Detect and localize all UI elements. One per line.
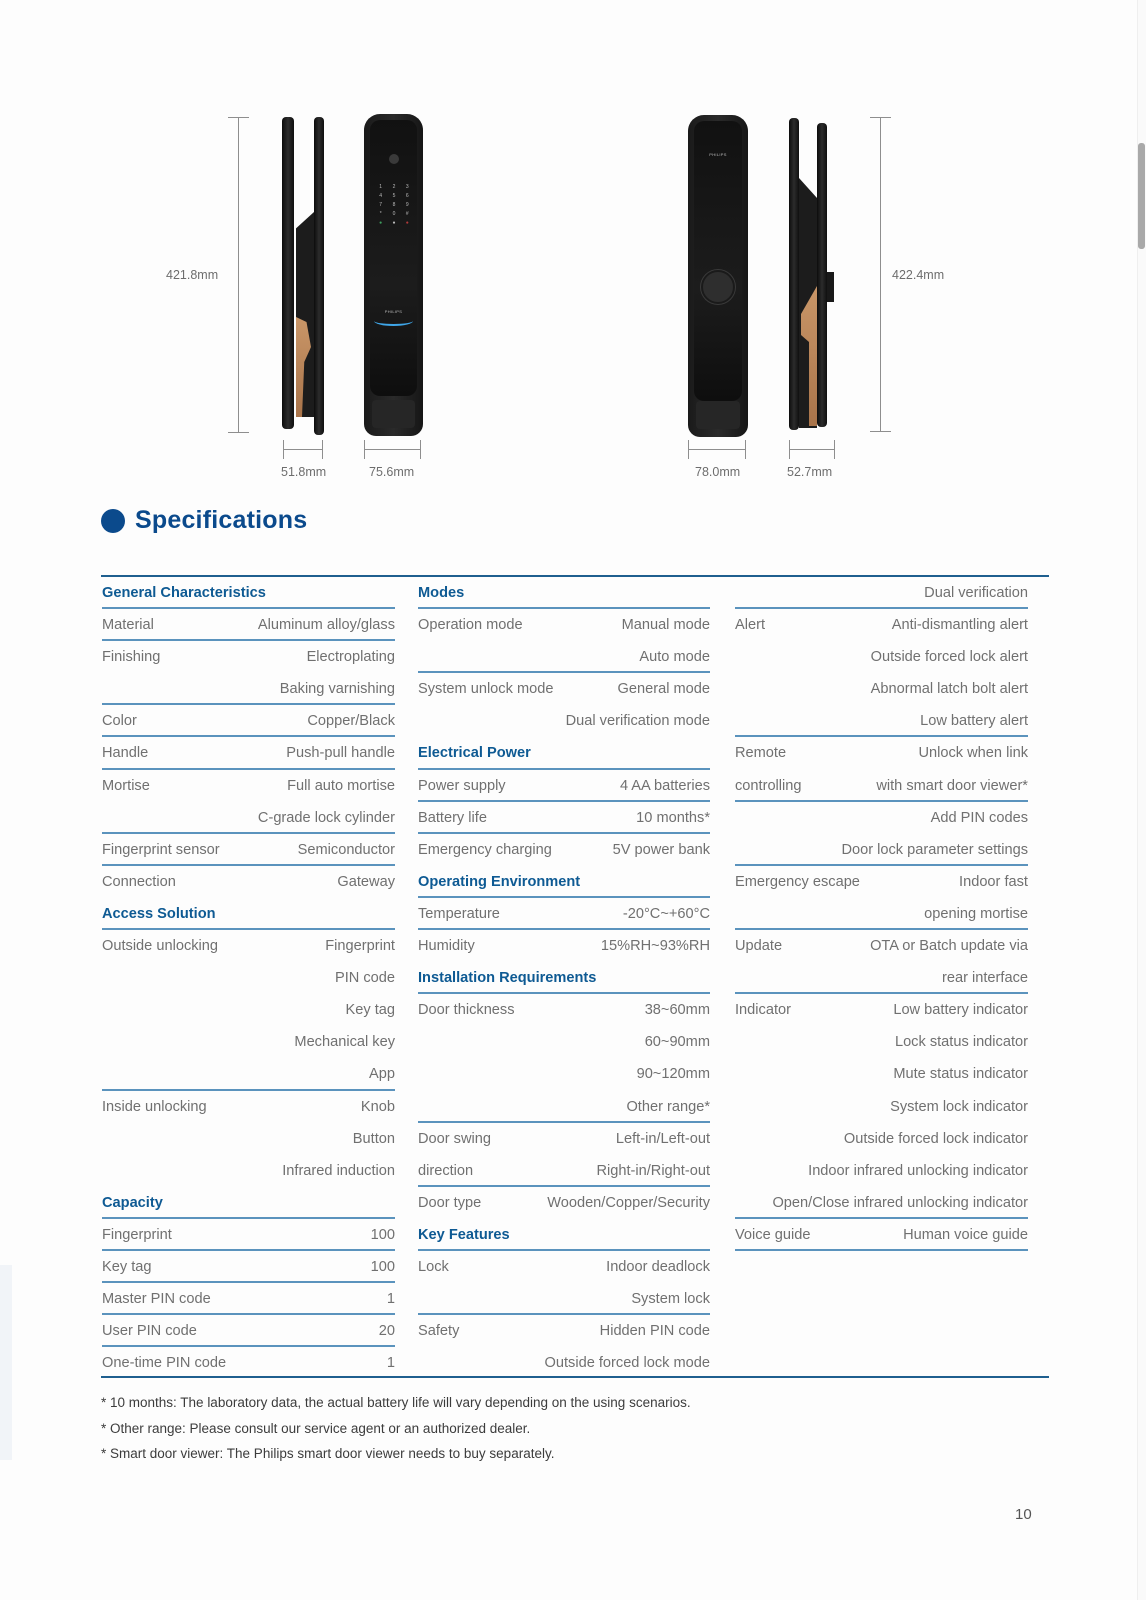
footnote: * Other range: Please consult our service agent or an authorized dealer.	[101, 1420, 531, 1436]
keypad-key: *	[379, 211, 382, 217]
spec-row	[735, 834, 1028, 866]
spec-label: Alert	[735, 617, 766, 634]
keypad-key: ●	[405, 220, 409, 226]
keypad-key: #	[405, 211, 409, 217]
spec-value: Indoor deadlock	[606, 1258, 710, 1275]
spec-label: Lock	[418, 1258, 449, 1275]
spec-value: Manual mode	[621, 617, 710, 634]
spec-value: Lock status indicator	[894, 1034, 1028, 1051]
footnotes	[101, 1390, 691, 1467]
spec-value: 5V power bank	[612, 841, 710, 858]
scrollbar-thumb[interactable]	[1138, 143, 1145, 249]
spec-value: Fingerprint	[325, 938, 395, 955]
spec-value: 90~120mm	[636, 1066, 710, 1083]
spec-value: 100	[370, 1258, 395, 1275]
spec-row	[735, 705, 1028, 737]
spec-label: Outside unlocking	[102, 938, 219, 955]
spec-row	[102, 1251, 395, 1283]
page-edge-shadow	[0, 1265, 12, 1460]
spec-value: 10 months*	[636, 809, 710, 826]
spec-row	[102, 1347, 395, 1379]
spec-value: General mode	[617, 681, 710, 698]
section-header	[418, 866, 710, 898]
spec-column-2	[418, 577, 710, 1379]
keypad	[374, 184, 414, 226]
spec-value: Low battery alert	[920, 713, 1028, 730]
height-dimension-line	[238, 117, 239, 433]
page-number: 10	[1015, 1506, 1032, 1523]
section-title: Access Solution	[102, 905, 216, 922]
spec-label: Finishing	[102, 649, 161, 666]
spec-row	[418, 994, 710, 1026]
spec-value: System lock	[631, 1291, 710, 1308]
brand-logo: PHILIPS	[384, 309, 403, 314]
spec-column-3	[735, 577, 1028, 1251]
spec-label: Inside unlocking	[102, 1098, 207, 1115]
spec-value: 100	[370, 1226, 395, 1243]
spec-label: Emergency escape	[735, 873, 860, 890]
spec-label: Battery life	[418, 809, 487, 826]
spec-value: Human voice guide	[903, 1226, 1028, 1243]
spec-row	[418, 802, 710, 834]
spec-value: Knob	[360, 1098, 395, 1115]
spec-label: Key tag	[102, 1258, 152, 1275]
spec-row	[418, 673, 710, 705]
keypad-key: 7	[379, 202, 383, 208]
spec-value: Auto mode	[639, 649, 710, 666]
section-title: Key Features	[418, 1226, 510, 1243]
spec-row	[102, 802, 395, 834]
spec-label: Connection	[102, 873, 176, 890]
spec-row	[102, 834, 395, 866]
lock-front-view	[364, 114, 423, 436]
spec-value: Outside forced lock alert	[870, 649, 1028, 666]
side-width-label: 51.8mm	[281, 465, 327, 479]
spec-row	[102, 673, 395, 705]
spec-value: App	[369, 1066, 395, 1083]
spec-row	[418, 898, 710, 930]
spec-value: Wooden/Copper/Security	[547, 1194, 710, 1211]
spec-row	[735, 1123, 1028, 1155]
footnote: * Smart door viewer: The Philips smart door viewer needs to buy separately.	[101, 1446, 555, 1461]
spec-value: System lock indicator	[890, 1098, 1028, 1115]
spec-label: Remote	[735, 745, 787, 762]
spec-label: Material	[102, 617, 154, 634]
spec-label: Color	[102, 713, 137, 730]
spec-row	[735, 770, 1028, 802]
spec-value: 20	[378, 1323, 395, 1340]
spec-label: Humidity	[418, 938, 475, 955]
spec-row	[735, 1026, 1028, 1058]
spec-row	[102, 737, 395, 769]
spec-value: Full auto mortise	[287, 777, 395, 794]
section-title: Electrical Power	[418, 745, 531, 762]
keypad-key: ●	[379, 220, 383, 226]
spec-row	[102, 1091, 395, 1123]
spec-value: Aluminum alloy/glass	[257, 617, 395, 634]
section-header	[102, 898, 395, 930]
section-header	[102, 577, 395, 609]
camera-icon	[389, 154, 399, 164]
spec-row	[418, 1091, 710, 1123]
spec-row	[102, 609, 395, 641]
spec-value: with smart door viewer*	[876, 777, 1028, 794]
spec-row	[102, 641, 395, 673]
spec-label: Door swing	[418, 1130, 491, 1147]
front-width-label: 75.6mm	[369, 465, 415, 479]
spec-row	[735, 673, 1028, 705]
keypad-key: 5	[392, 193, 396, 199]
spec-value: Outside forced lock indicator	[843, 1130, 1028, 1147]
spec-row	[418, 609, 710, 641]
section-title: Modes	[418, 585, 465, 601]
spec-value: 38~60mm	[644, 1002, 710, 1019]
back-width-dimension-line	[688, 449, 746, 450]
spec-label: Door thickness	[418, 1002, 515, 1019]
spec-label: Update	[735, 938, 783, 955]
spec-label: Emergency charging	[418, 841, 552, 858]
spec-row	[102, 770, 395, 802]
spec-label: controlling	[735, 777, 802, 794]
section-title: Installation Requirements	[418, 970, 597, 987]
section-header	[102, 1187, 395, 1219]
spec-value: Hidden PIN code	[599, 1323, 710, 1340]
bullet-dot-icon	[101, 509, 125, 533]
spec-label: Handle	[102, 745, 149, 762]
spec-value: Infrared induction	[282, 1162, 395, 1179]
spec-row	[418, 834, 710, 866]
spec-value: opening mortise	[924, 905, 1028, 922]
keypad-key: 8	[392, 202, 396, 208]
page-title: Specifications	[135, 506, 308, 534]
spec-row	[102, 1123, 395, 1155]
spec-row	[418, 705, 710, 737]
spec-row	[735, 577, 1028, 609]
spec-value: Add PIN codes	[930, 809, 1028, 826]
spec-value: 1	[386, 1355, 395, 1372]
front-width-dimension-line	[364, 449, 421, 450]
spec-row	[102, 1155, 395, 1187]
spec-label: Safety	[418, 1323, 460, 1340]
spec-row	[735, 1091, 1028, 1123]
spec-row	[418, 1155, 710, 1187]
back-width-label: 78.0mm	[695, 465, 741, 479]
height-dimension-label: 422.4mm	[892, 268, 945, 282]
section-header	[418, 1219, 710, 1251]
spec-row	[735, 994, 1028, 1026]
spec-row	[735, 866, 1028, 898]
spec-row	[418, 1187, 710, 1219]
section-title: Capacity	[102, 1194, 163, 1211]
spec-row	[418, 641, 710, 673]
side-width-dimension-line	[283, 449, 323, 450]
spec-value: 60~90mm	[644, 1034, 710, 1051]
side-width-label: 52.7mm	[787, 465, 833, 479]
spec-value: Low battery indicator	[893, 1002, 1028, 1019]
spec-column-1	[102, 577, 395, 1379]
section-title: General Characteristics	[102, 585, 266, 601]
spec-value: Key tag	[345, 1002, 395, 1019]
spec-label: Voice guide	[735, 1226, 811, 1243]
spec-row	[735, 898, 1028, 930]
spec-label: direction	[418, 1162, 474, 1179]
spec-row	[102, 866, 395, 898]
indicator-light	[374, 316, 413, 326]
spec-label: Door type	[418, 1194, 482, 1211]
keypad-key: 0	[392, 211, 396, 217]
spec-row	[735, 1219, 1028, 1251]
spec-value: Door lock parameter settings	[841, 841, 1028, 858]
spec-value: Right-in/Right-out	[596, 1162, 710, 1179]
spec-row	[102, 1283, 395, 1315]
spec-label: System unlock mode	[418, 681, 554, 698]
spec-row	[102, 930, 395, 962]
section-header	[418, 737, 710, 769]
spec-value: Push-pull handle	[286, 745, 395, 762]
spec-row	[418, 1347, 710, 1379]
spec-row	[735, 962, 1028, 994]
spec-value: Left-in/Left-out	[615, 1130, 710, 1147]
side-width-dimension-line	[789, 449, 835, 450]
keypad-key: 1	[379, 184, 383, 190]
keypad-key: 4	[379, 193, 383, 199]
keypad-key: 9	[405, 202, 409, 208]
spec-row	[418, 1251, 710, 1283]
spec-value: Semiconductor	[297, 841, 395, 858]
spec-label: Mortise	[102, 777, 150, 794]
lock-side-view-back	[789, 118, 837, 434]
spec-row	[735, 609, 1028, 641]
spec-row	[102, 1026, 395, 1058]
spec-row	[418, 1283, 710, 1315]
spec-value: Button	[352, 1130, 395, 1147]
spec-label: Temperature	[418, 905, 500, 922]
spec-value: Copper/Black	[307, 713, 395, 730]
spec-row	[735, 930, 1028, 962]
spec-value: Open/Close infrared unlocking indicator	[772, 1194, 1028, 1211]
spec-row	[102, 1219, 395, 1251]
spec-row	[102, 1058, 395, 1090]
spec-label: Master PIN code	[102, 1291, 211, 1308]
height-dimension-label: 421.8mm	[166, 268, 219, 282]
spec-value: 1	[386, 1291, 395, 1308]
spec-value: Baking varnishing	[279, 681, 395, 698]
spec-label: Fingerprint	[102, 1226, 172, 1243]
spec-row	[735, 737, 1028, 769]
spec-label: Power supply	[418, 777, 506, 794]
spec-row	[735, 1058, 1028, 1090]
section-title: Operating Environment	[418, 873, 581, 890]
spec-row	[418, 770, 710, 802]
spec-value: Anti-dismantling alert	[891, 617, 1028, 634]
spec-row	[418, 930, 710, 962]
spec-row	[735, 641, 1028, 673]
spec-row	[735, 1155, 1028, 1187]
spec-label: User PIN code	[102, 1323, 197, 1340]
specifications-heading	[101, 506, 307, 535]
spec-value: Electroplating	[306, 649, 395, 666]
spec-value: Outside forced lock mode	[544, 1355, 710, 1372]
spec-value: C-grade lock cylinder	[257, 809, 395, 826]
spec-row	[102, 994, 395, 1026]
thumb-turn-knob	[701, 270, 735, 304]
spec-value: Mechanical key	[294, 1034, 395, 1051]
section-header	[418, 577, 710, 609]
lock-side-view	[282, 117, 326, 435]
spec-value: Indoor fast	[959, 873, 1028, 890]
spec-value: -20°C~+60°C	[622, 905, 710, 922]
spec-row	[418, 1026, 710, 1058]
spec-value: rear interface	[942, 970, 1028, 987]
spec-value: 4 AA batteries	[619, 777, 710, 794]
spec-row	[102, 1315, 395, 1347]
spec-value: OTA or Batch update via	[870, 938, 1028, 955]
spec-row	[735, 1187, 1028, 1219]
lock-back-view	[688, 115, 748, 437]
spec-value: Dual verification	[924, 585, 1028, 601]
spec-value: PIN code	[334, 970, 395, 987]
spec-label: Fingerprint sensor	[102, 841, 220, 858]
spec-value: Abnormal latch bolt alert	[870, 681, 1028, 698]
spec-value: Unlock when link	[918, 745, 1028, 762]
spec-row	[418, 1058, 710, 1090]
spec-row	[735, 802, 1028, 834]
spec-row	[418, 1123, 710, 1155]
spec-row	[102, 705, 395, 737]
table-bottom-rule	[101, 1376, 1049, 1378]
brand-logo: PHILIPS	[709, 152, 727, 157]
height-dimension-line	[880, 117, 881, 432]
spec-row	[102, 962, 395, 994]
keypad-key: ●	[392, 220, 396, 226]
section-header	[418, 962, 710, 994]
spec-value: Mute status indicator	[893, 1066, 1028, 1083]
keypad-key: 6	[405, 193, 409, 199]
spec-value: 15%RH~93%RH	[600, 938, 710, 955]
spec-value: Gateway	[337, 873, 395, 890]
spec-label: Operation mode	[418, 617, 523, 634]
spec-row	[418, 1315, 710, 1347]
footnote: * 10 months: The laboratory data, the actual battery life will vary depending on the using scenarios.	[101, 1395, 691, 1410]
keypad-key: 3	[405, 184, 409, 190]
spec-value: Other range*	[626, 1098, 710, 1115]
spec-label: Indicator	[735, 1002, 791, 1019]
spec-value: Dual verification mode	[565, 713, 710, 730]
keypad-key: 2	[392, 184, 396, 190]
spec-value: Indoor infrared unlocking indicator	[808, 1162, 1028, 1179]
spec-label: One-time PIN code	[102, 1355, 227, 1372]
